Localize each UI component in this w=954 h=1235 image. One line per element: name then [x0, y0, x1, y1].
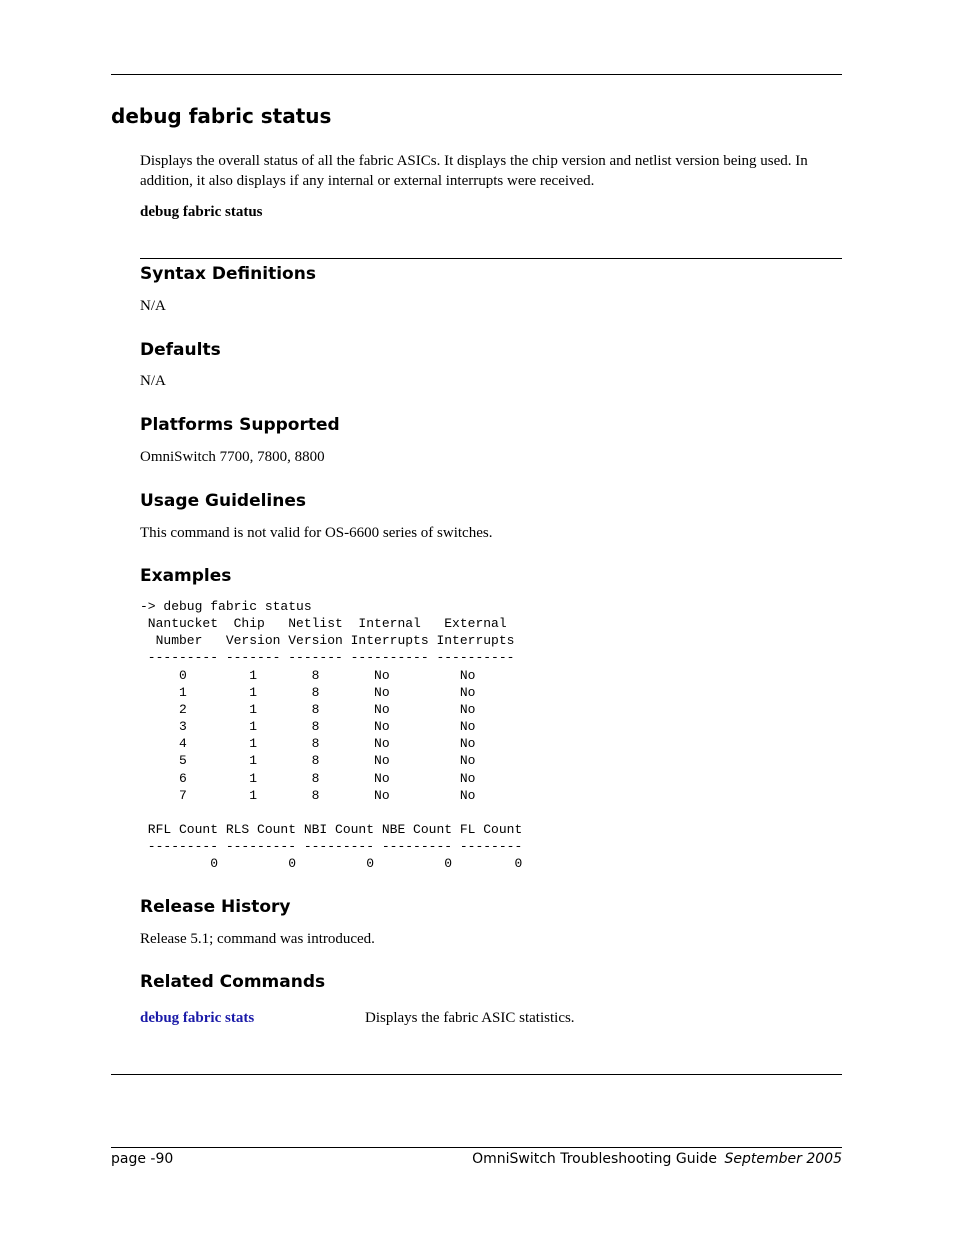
example-output: -> debug fabric status Nantucket Chip Netlist Internal External Number Version Version Interrupts Interrupts --------- ------- ------- ---------- ---------- 0 1 8 No No 1 1 8 No No 2 1 8 No No 3 1 8 No No 4 1 8 No No 5 1 8 No No 6 1 8 No No 7 1 8 No No RFL Count RLS Count NBI Count NBE Count FL Count --------- --------- --------- --------- -------- 0 0 0 0 0	[140, 599, 523, 872]
defaults-heading: Defaults	[140, 340, 221, 360]
examples-heading: Examples	[140, 566, 232, 586]
platforms-body: OmniSwitch 7700, 7800, 8800	[140, 449, 325, 465]
related-command-description: Displays the fabric ASIC statistics.	[365, 1010, 575, 1026]
page-title: debug fabric status	[111, 104, 332, 128]
related-command-link[interactable]: debug fabric stats	[140, 1010, 255, 1026]
usage-guidelines-heading: Usage Guidelines	[140, 491, 306, 511]
command-description: Displays the overall status of all the fabric ASICs. It displays the chip version and netlist version being used. In addition, it also displays if any internal or external interrupts were received.	[140, 153, 808, 189]
usage-guidelines-body: This command is not valid for OS-6600 series of switches.	[140, 525, 493, 541]
defaults-body: N/A	[140, 373, 166, 389]
footer-rule	[111, 1147, 842, 1148]
section-rule	[140, 258, 842, 259]
footer-date: September 2005	[724, 1151, 842, 1167]
command-syntax: debug fabric status	[140, 204, 263, 220]
platforms-heading: Platforms Supported	[140, 415, 340, 435]
footer-guide-title: OmniSwitch Troubleshooting Guide	[472, 1151, 717, 1167]
bottom-rule	[111, 1074, 842, 1075]
syntax-definitions-body: N/A	[140, 298, 166, 314]
top-rule	[111, 74, 842, 75]
release-history-heading: Release History	[140, 897, 291, 917]
footer-page-number: page -90	[111, 1151, 174, 1167]
syntax-definitions-heading: Syntax Definitions	[140, 264, 316, 284]
related-commands-heading: Related Commands	[140, 972, 326, 992]
release-history-body: Release 5.1; command was introduced.	[140, 931, 375, 947]
